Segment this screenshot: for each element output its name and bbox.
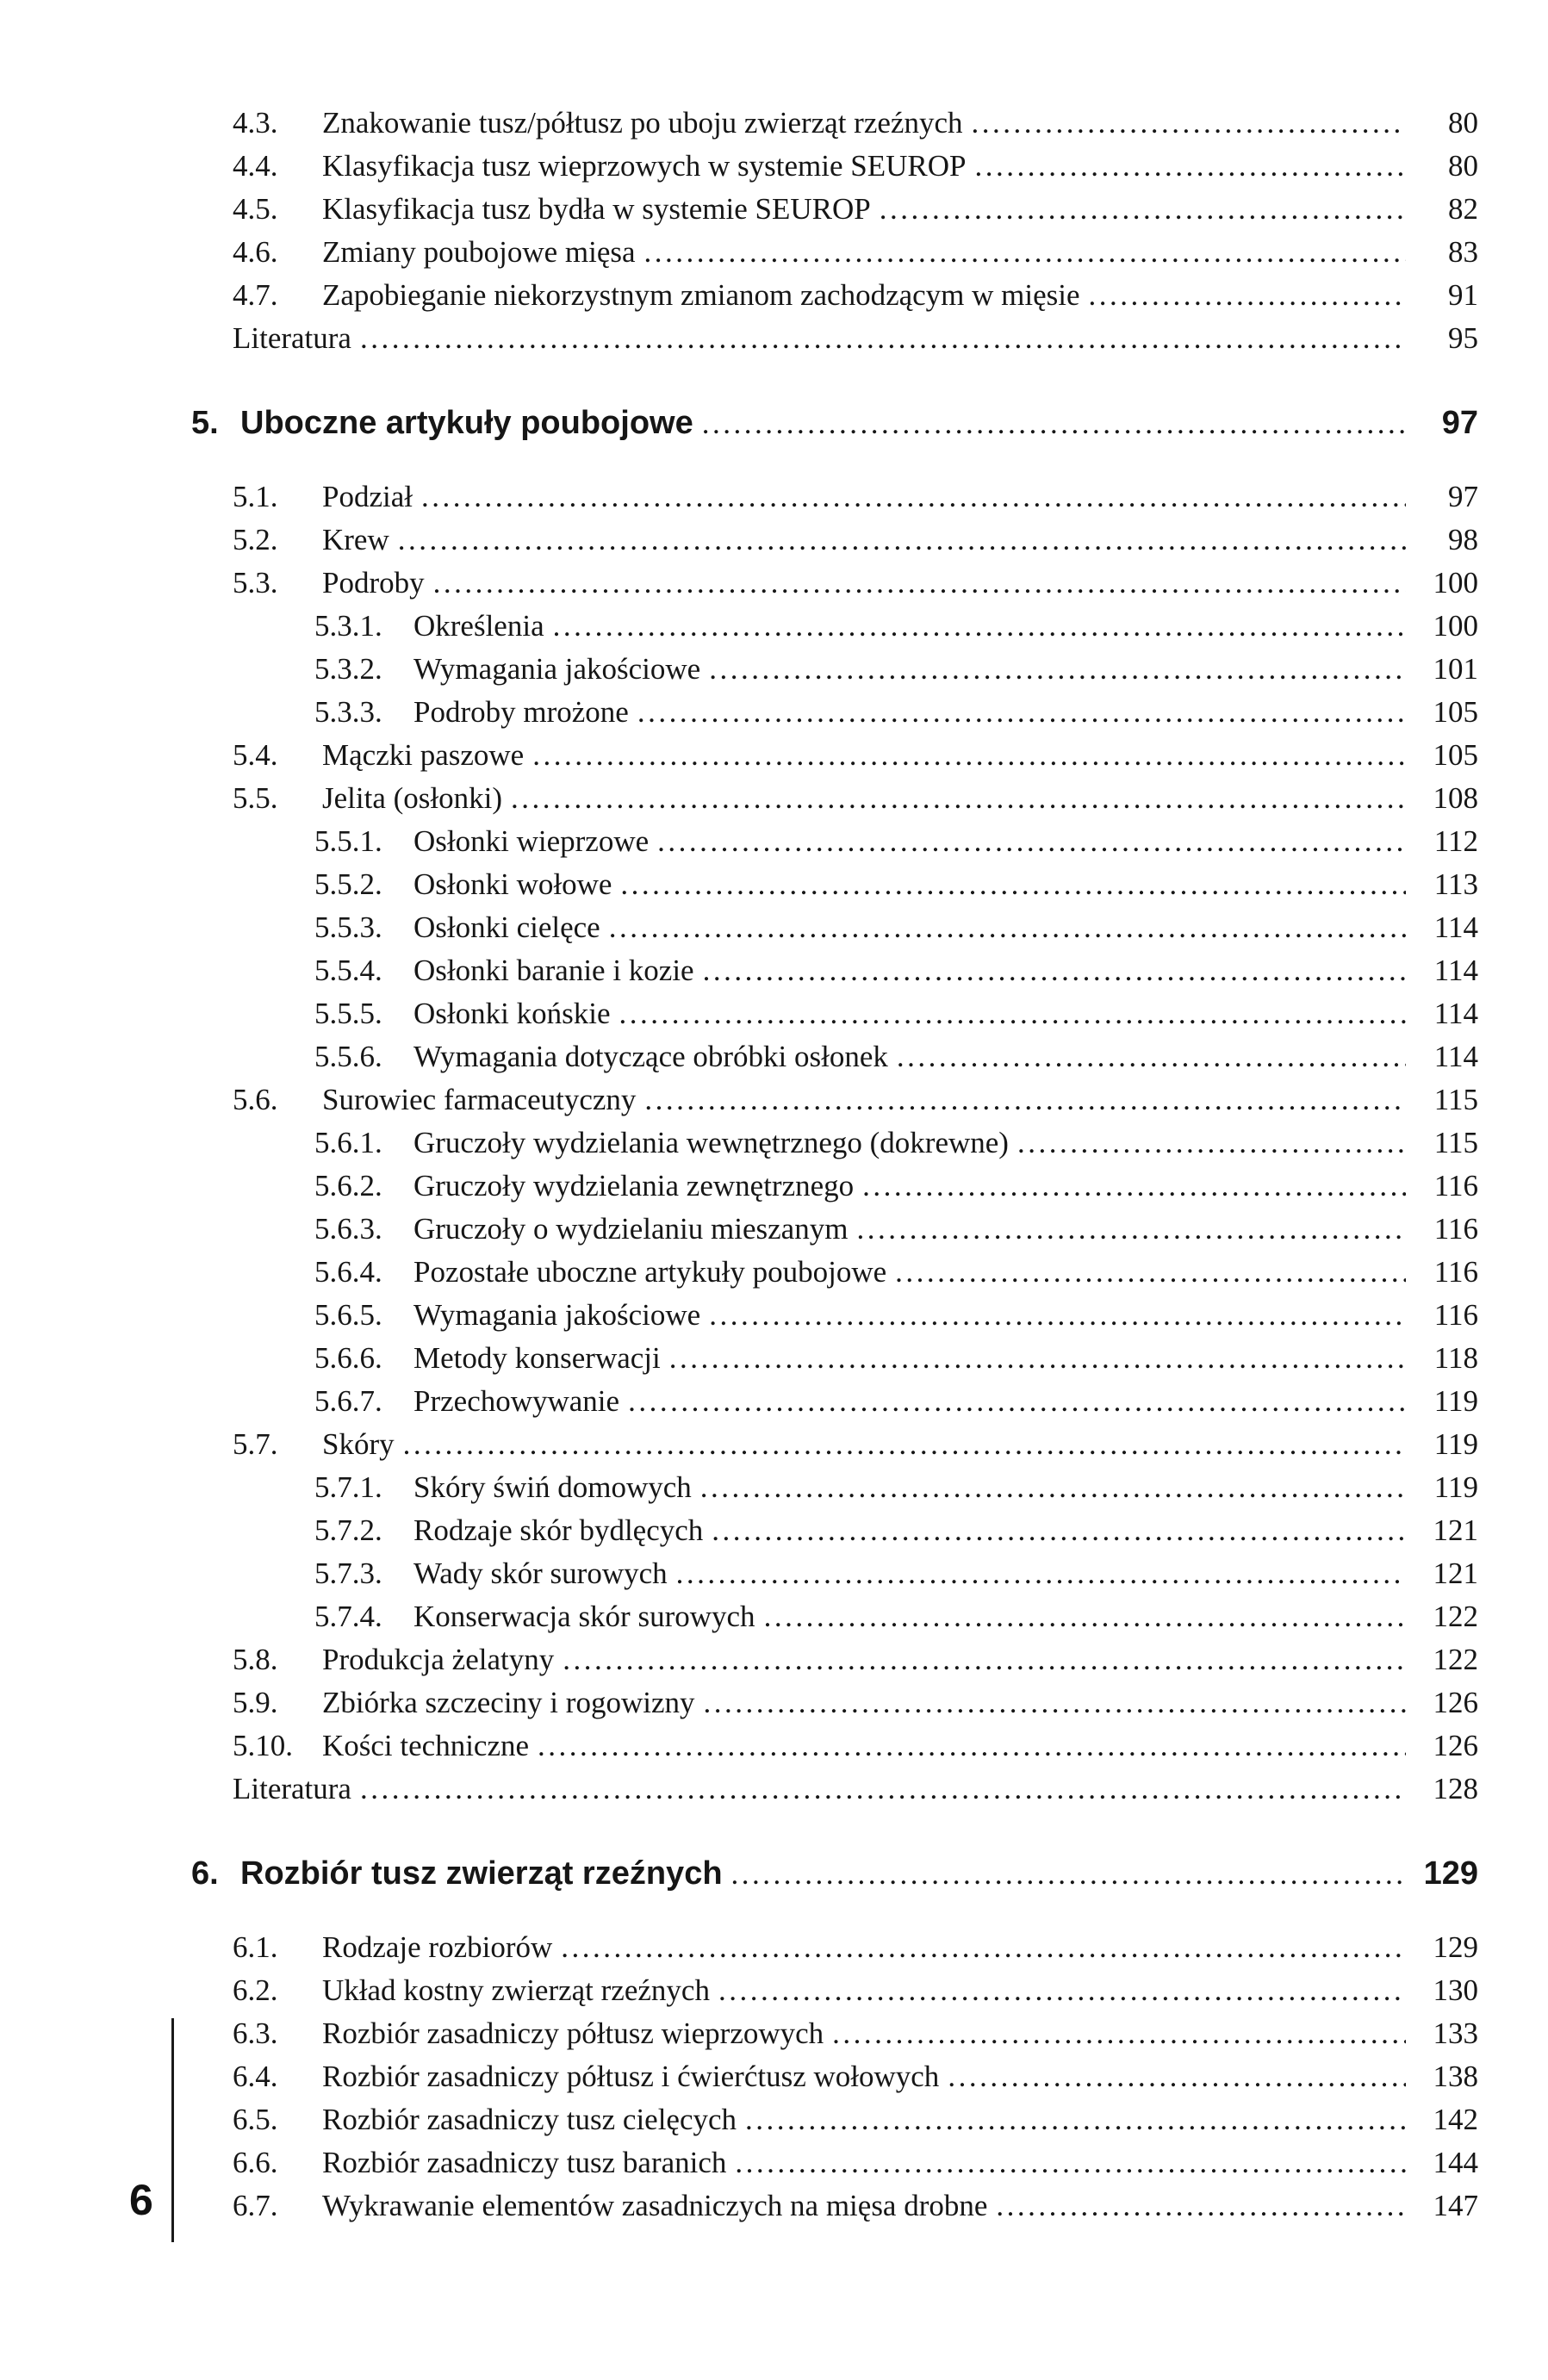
entry-page-number: 98 [1448,523,1478,556]
dot-leader [975,145,1407,188]
entry-title: Wykrawanie elementów zasadniczych na mięsa drobne [322,2189,988,2222]
entry-number: 4.6. [233,235,278,269]
entry-number: 5.5.1. [314,824,382,858]
dot-leader [609,906,1406,949]
entry-number: 5.7.2. [314,1513,382,1547]
entry-title: Krew [322,523,389,556]
entry-title: Mączki paszowe [322,738,525,772]
dot-leader [553,605,1406,648]
dot-leader [644,231,1406,274]
dot-leader [538,1724,1406,1768]
entry-page-number: 114 [1433,910,1478,944]
entry-title: Określenia [413,609,544,643]
toc-entry-row [233,2012,1478,2055]
entry-number: 6.2. [233,1973,278,2007]
entry-page-number: 83 [1448,235,1478,269]
entry-title: Osłonki końskie [413,997,611,1030]
entry-number: 6.3. [233,2016,278,2050]
entry-title: Rodzaje skór bydlęcych [413,1513,704,1547]
toc-entry-row [233,231,1478,274]
entry-page-number: 80 [1448,106,1478,140]
entry-number: 6.1. [233,1930,278,1964]
entry-number: 5.5.5. [314,997,382,1030]
entry-page-number: 119 [1433,1384,1478,1418]
entry-number: 5.7. [233,1427,278,1461]
entry-number: 5.6.1. [314,1126,382,1159]
toc-entry-row [314,992,1478,1035]
entry-number: 6. [191,1855,219,1892]
dot-leader [1017,1122,1406,1165]
entry-title: Wady skór surowych [413,1557,668,1590]
entry-number: 4.5. [233,192,278,226]
dot-leader [764,1595,1406,1638]
toc-entry-row [233,317,1478,360]
entry-number: 5.5.3. [314,910,382,944]
entry-page-number: 105 [1433,738,1478,772]
entry-page-number: 119 [1433,1427,1478,1461]
entry-page-number: 97 [1448,480,1478,513]
entry-number: 6.5. [233,2103,278,2136]
entry-page-number: 142 [1433,2103,1478,2136]
toc-entry-row [314,1122,1478,1165]
dot-leader [862,1165,1406,1208]
dot-leader [832,2012,1406,2055]
entry-number: 5.6. [233,1083,278,1116]
dot-leader [532,734,1406,777]
dot-leader [360,317,1406,360]
toc-entry-row [233,188,1478,231]
entry-title: Osłonki cielęce [413,910,600,944]
dot-leader [735,2141,1406,2184]
entry-page-number: 114 [1433,954,1478,987]
entry-page-number: 130 [1433,1973,1478,2007]
entry-title: Literatura [233,1772,351,1805]
page-number-divider [171,2018,174,2242]
entry-page-number: 82 [1448,192,1478,226]
entry-page-number: 115 [1433,1126,1478,1159]
entry-number: 4.3. [233,106,278,140]
toc-entry-row [233,1078,1478,1122]
dot-leader [880,188,1406,231]
entry-page-number: 116 [1433,1298,1478,1332]
entry-page-number: 116 [1433,1255,1478,1289]
dot-leader [561,1926,1406,1969]
entry-title: Znakowanie tusz/półtusz po uboju zwierząt rzeźnych [322,106,963,140]
toc-entry-row [314,1509,1478,1552]
entry-page-number: 101 [1433,652,1478,686]
entry-number: 5.5.4. [314,954,382,987]
entry-page-number: 116 [1433,1212,1478,1246]
dot-leader [620,863,1406,906]
entry-title: Wymagania jakościowe [413,1298,701,1332]
entry-page-number: 122 [1433,1643,1478,1676]
toc-entry-row [314,1294,1478,1337]
entry-title: Rozbiór zasadniczy półtusz wieprzowych [322,2016,824,2050]
dot-leader [563,1638,1406,1681]
dot-leader [897,1035,1406,1078]
dot-leader [669,1337,1406,1380]
entry-page-number: 115 [1433,1083,1478,1116]
entry-number: 5.6.6. [314,1341,382,1375]
entry-number: 6.4. [233,2060,278,2093]
entry-title: Rozbiór tusz zwierząt rzeźnych [240,1855,723,1892]
entry-page-number: 133 [1433,2016,1478,2050]
toc-entry-row [314,605,1478,648]
entry-title: Gruczoły wydzielania wewnętrznego (dokrewne) [413,1126,1009,1159]
entry-page-number: 112 [1433,824,1478,858]
entry-number: 5.3. [233,566,278,600]
dot-leader [971,102,1406,145]
dot-leader [398,519,1406,562]
entry-title: Jelita (osłonki) [322,781,502,815]
entry-page-number: 144 [1433,2146,1478,2179]
entry-page-number: 114 [1433,1040,1478,1073]
toc-entry-row [314,1035,1478,1078]
entry-title: Zmiany poubojowe mięsa [322,235,636,269]
entry-page-number: 138 [1433,2060,1478,2093]
toc-entry-row [314,1165,1478,1208]
entry-page-number: 116 [1433,1169,1478,1202]
entry-page-number: 95 [1448,321,1478,355]
entry-title: Zapobieganie niekorzystnym zmianom zachodzącym w mięsie [322,278,1080,312]
entry-page-number: 121 [1433,1557,1478,1590]
entry-number: 5.3.1. [314,609,382,643]
entry-title: Pozostałe uboczne artykuły poubojowe [413,1255,887,1289]
dot-leader [703,1681,1406,1724]
entry-page-number: 147 [1433,2189,1478,2222]
entry-number: 6.7. [233,2189,278,2222]
dot-leader [856,1208,1406,1251]
toc-entry-row [314,691,1478,734]
entry-title: Surowiec farmaceutyczny [322,1083,637,1116]
entry-number: 5.6.5. [314,1298,382,1332]
entry-number: 5. [191,405,219,441]
entry-page-number: 100 [1433,609,1478,643]
toc-entry-row [233,1681,1478,1724]
entry-number: 5.5. [233,781,278,815]
entry-title: Zbiórka szczeciny i rogowizny [322,1686,695,1719]
dot-leader [657,820,1406,863]
toc-entry-row [314,1208,1478,1251]
entry-title: Metody konserwacji [413,1341,661,1375]
dot-leader [403,1423,1406,1466]
entry-page-number: 129 [1433,1930,1478,1964]
entry-number: 5.2. [233,523,278,556]
entry-title: Osłonki wołowe [413,867,612,901]
toc-entry-row [233,2141,1478,2184]
entry-title: Produkcja żelatyny [322,1643,555,1676]
toc-entry-row [314,1380,1478,1423]
dot-leader [948,2055,1406,2098]
entry-number: 5.3.3. [314,695,382,729]
toc-entry-row [233,562,1478,605]
dot-leader [718,1969,1406,2012]
toc-entry-row [233,1768,1478,1811]
page-number: 6 [129,2176,153,2224]
entry-title: Przechowywanie [413,1384,620,1418]
dot-leader [511,777,1406,820]
dot-leader [421,475,1406,519]
entry-title: Osłonki wieprzowe [413,824,650,858]
toc-entry-row [314,1552,1478,1595]
dot-leader [745,2098,1406,2141]
entry-number: 5.7.4. [314,1600,382,1633]
dot-leader [731,1847,1406,1901]
entry-number: 5.5.6. [314,1040,382,1073]
entry-title: Wymagania dotyczące obróbki osłonek [413,1040,888,1073]
entry-title: Wymagania jakościowe [413,652,701,686]
entry-number: 5.7.3. [314,1557,382,1590]
toc-entry-row [233,2055,1478,2098]
entry-title: Podział [322,480,413,513]
entry-title: Klasyfikacja tusz bydła w systemie SEUROP [322,192,871,226]
dot-leader [703,949,1406,992]
entry-page-number: 91 [1448,278,1478,312]
entry-title: Rozbiór zasadniczy półtusz i ćwierćtusz wołowych [322,2060,940,2093]
entry-title: Klasyfikacja tusz wieprzowych w systemie SEUROP [322,149,967,183]
toc-entry-row [233,1926,1478,1969]
entry-number: 5.6.7. [314,1384,382,1418]
entry-title: Układ kostny zwierząt rzeźnych [322,1973,710,2007]
entry-page-number: 129 [1423,1855,1478,1892]
entry-page-number: 97 [1441,405,1478,441]
toc-entry-row [314,1251,1478,1294]
entry-number: 5.8. [233,1643,278,1676]
entry-title: Gruczoły wydzielania zewnętrznego [413,1169,855,1202]
entry-title: Kości techniczne [322,1729,530,1762]
entry-number: 6.6. [233,2146,278,2179]
entry-number: 5.5.2. [314,867,382,901]
entry-title: Podroby mrożone [413,695,629,729]
toc-chapter-row [191,396,1478,450]
toc-entry-row [233,1724,1478,1768]
toc-entry-row [233,2184,1478,2228]
entry-number: 4.4. [233,149,278,183]
entry-number: 5.6.3. [314,1212,382,1246]
entry-page-number: 100 [1433,566,1478,600]
dot-leader [676,1552,1406,1595]
toc-entry-row [314,648,1478,691]
entry-title: Skóry świń domowych [413,1470,692,1504]
entry-title: Rodzaje rozbiorów [322,1930,553,1964]
toc-entry-row [314,1337,1478,1380]
dot-leader [895,1251,1406,1294]
entry-number: 5.9. [233,1686,278,1719]
entry-number: 5.6.2. [314,1169,382,1202]
entry-title: Literatura [233,321,351,355]
toc-entry-row [314,820,1478,863]
entry-number: 5.1. [233,480,278,513]
dot-leader [644,1078,1406,1122]
toc-chapter-row [191,1847,1478,1900]
toc-entry-row [233,2098,1478,2141]
entry-page-number: 119 [1433,1470,1478,1504]
toc-entry-row [233,475,1478,519]
toc-entry-row [233,274,1478,317]
entry-title: Osłonki baranie i kozie [413,954,694,987]
dot-leader [700,1466,1406,1509]
toc-entry-row [233,519,1478,562]
toc-entry-row [314,906,1478,949]
dot-leader [996,2184,1406,2228]
dot-leader [1089,274,1406,317]
dot-leader [709,1294,1406,1337]
entry-number: 5.10. [233,1729,293,1762]
toc-entry-row [233,1423,1478,1466]
entry-page-number: 126 [1433,1729,1478,1762]
dot-leader [433,562,1406,605]
entry-number: 4.7. [233,278,278,312]
toc-entry-row [233,1969,1478,2012]
toc-list [0,102,1548,2228]
entry-title: Uboczne artykuły poubojowe [240,405,693,441]
entry-page-number: 122 [1433,1600,1478,1633]
dot-leader [628,1380,1406,1423]
toc-entry-row [233,777,1478,820]
entry-title: Skóry [322,1427,395,1461]
toc-entry-row [233,734,1478,777]
dot-leader [709,648,1406,691]
toc-entry-row [314,949,1478,992]
toc-entry-row [233,102,1478,145]
entry-number: 5.3.2. [314,652,382,686]
toc-entry-row [314,1466,1478,1509]
entry-page-number: 105 [1433,695,1478,729]
entry-title: Rozbiór zasadniczy tusz cielęcych [322,2103,737,2136]
entry-page-number: 114 [1433,997,1478,1030]
entry-title: Rozbiór zasadniczy tusz baranich [322,2146,727,2179]
entry-title: Gruczoły o wydzielaniu mieszanym [413,1212,849,1246]
entry-page-number: 108 [1433,781,1478,815]
toc-entry-row [233,145,1478,188]
entry-page-number: 126 [1433,1686,1478,1719]
entry-page-number: 113 [1433,867,1478,901]
entry-number: 5.4. [233,738,278,772]
entry-number: 5.6.4. [314,1255,382,1289]
dot-leader [637,691,1406,734]
toc-entry-row [314,1595,1478,1638]
entry-page-number: 128 [1433,1772,1478,1805]
entry-number: 5.7.1. [314,1470,382,1504]
dot-leader [702,396,1406,451]
dot-leader [360,1768,1406,1811]
toc-entry-row [314,863,1478,906]
entry-page-number: 121 [1433,1513,1478,1547]
entry-page-number: 118 [1433,1341,1478,1375]
toc-entry-row [233,1638,1478,1681]
entry-title: Podroby [322,566,425,600]
dot-leader [619,992,1406,1035]
entry-page-number: 80 [1448,149,1478,183]
dot-leader [712,1509,1406,1552]
entry-title: Konserwacja skór surowych [413,1600,755,1633]
